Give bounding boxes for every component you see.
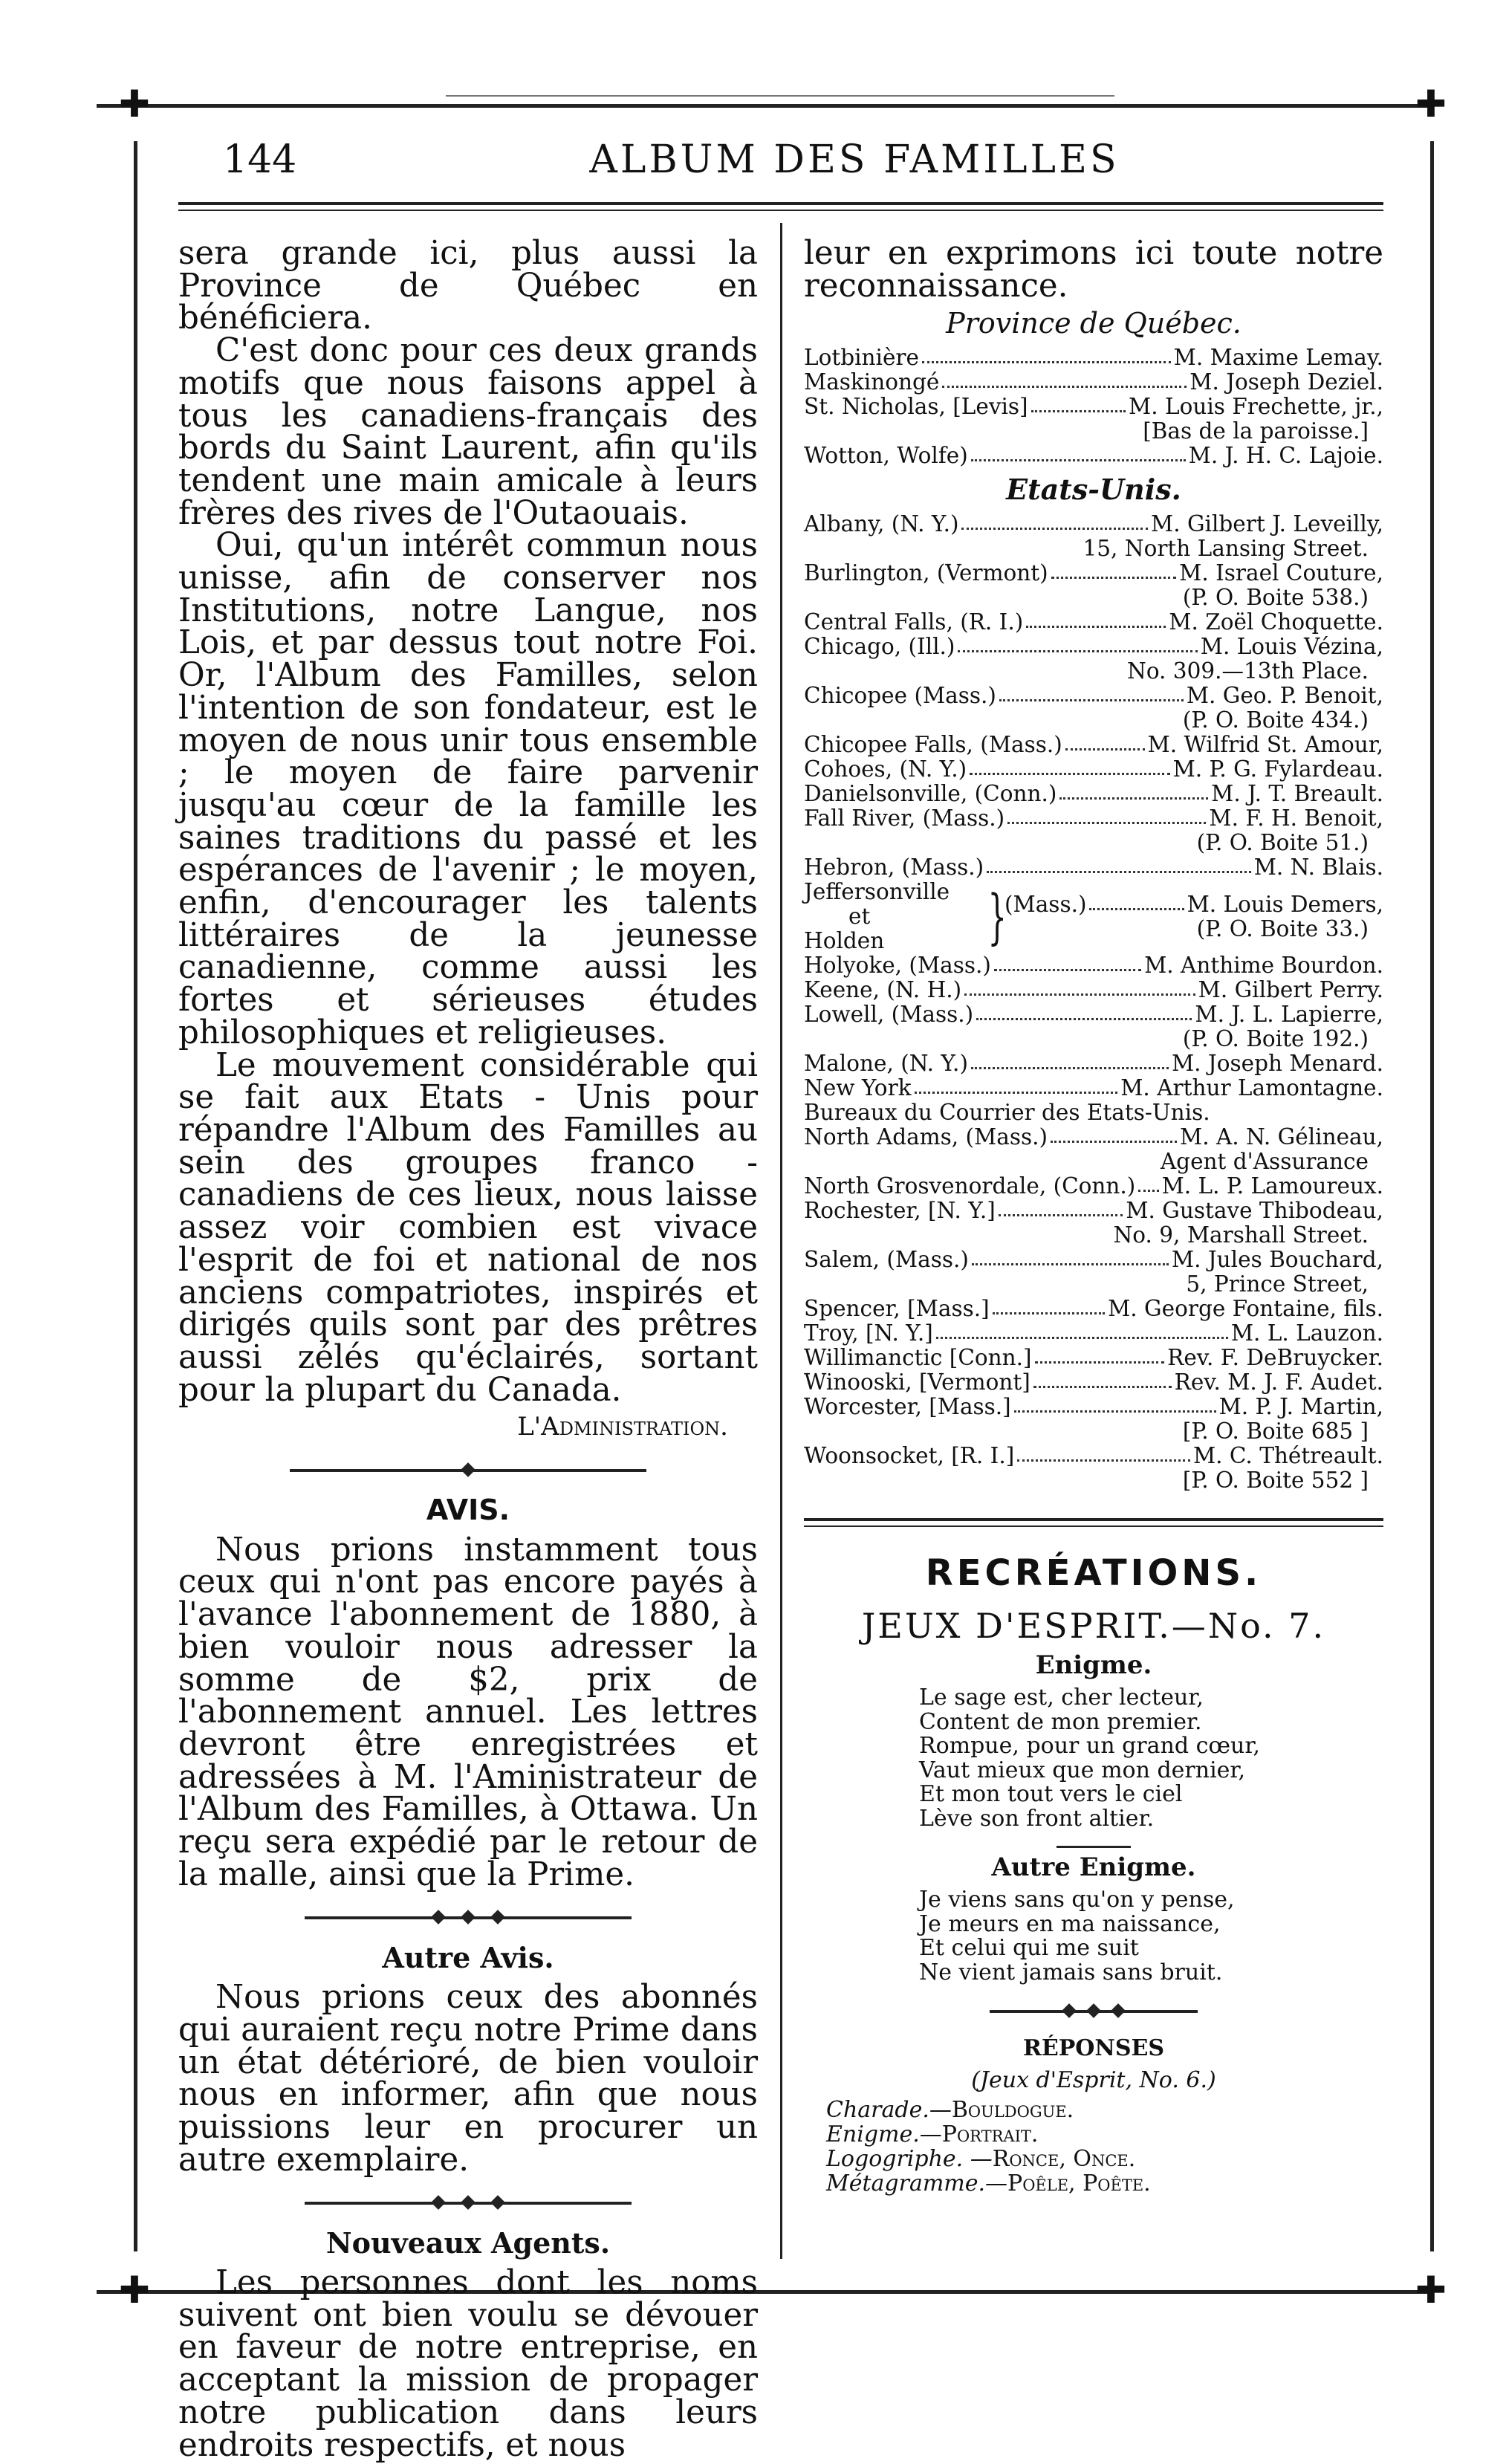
autre-enigme-verse	[804, 1888, 1383, 1985]
agent-town: New York	[804, 1075, 912, 1101]
agent-town: Chicago, (Ill.)	[804, 634, 955, 660]
right-column	[804, 235, 1383, 2197]
agent-list-us-2	[804, 953, 1383, 1100]
agent-entry	[804, 1395, 1383, 1444]
reponse-answer: Poêle, Poête.	[1007, 2170, 1151, 2197]
agent-address: [Bas de la paroisse.]	[1143, 418, 1369, 444]
right-border-rule	[1430, 141, 1434, 2251]
agent-town: Winooski, [Vermont]	[804, 1369, 1030, 1395]
agent-name: M. Louis Vézina,	[1200, 634, 1383, 660]
short-rule	[1057, 1846, 1131, 1848]
agent-name: M. Zoël Choquette.	[1169, 609, 1383, 635]
agent-town: Spencer, [Mass.]	[804, 1296, 990, 1322]
agent-town: Chicopee Falls, (Mass.)	[804, 732, 1062, 758]
agent-address: [P. O. Boite 685 ]	[1182, 1419, 1369, 1445]
section-title: Nouveaux Agents.	[325, 2226, 611, 2260]
section-rule-thin	[804, 1526, 1383, 1527]
agent-name: M. Geo. P. Benoit,	[1186, 683, 1383, 709]
reponse-answer: Ronce, Once.	[992, 2146, 1136, 2173]
brace-icon: }	[987, 881, 1007, 951]
agent-entry	[804, 953, 1383, 978]
reponses-title: RÉPONSES	[1022, 2035, 1165, 2062]
verse-line: Ne vient jamais sans bruit.	[919, 1959, 1223, 1985]
agent-town: Cohoes, (N. Y.)	[804, 756, 967, 782]
reponses-subtitle: (Jeux d'Esprit, No. 6.)	[971, 2067, 1216, 2094]
top-border-rule-fine	[446, 95, 1114, 97]
bureaux-note: Bureaux du Courrier des Etats-Unis.	[804, 1100, 1210, 1126]
agent-entry	[804, 733, 1383, 757]
enigme-title: Enigme.	[1035, 1650, 1152, 1681]
reponse-line	[804, 2147, 1383, 2171]
agent-town: Worcester, [Mass.]	[804, 1394, 1011, 1420]
paragraph: C'est donc pour ces deux grands motifs que nous faisons appel à tous les canadiens-français des bords du Saint Laurent, afin qu'ils tendent une main amicale à leurs frères des rives de l'Outaouais.	[178, 332, 758, 532]
agent-entry	[804, 444, 1383, 468]
agent-list-us	[804, 512, 1383, 880]
agent-entry	[804, 1444, 1383, 1493]
top-border-rule	[97, 104, 1434, 108]
agent-state: (Mass.)	[1004, 891, 1087, 917]
running-title: ALBUM DES FAMILLES	[589, 137, 1120, 182]
agent-name: M. Gustave Thibodeau,	[1126, 1198, 1383, 1224]
verse-line: Lève son front altier.	[919, 1805, 1155, 1832]
verse-line: Je meurs en ma naissance,	[919, 1910, 1221, 1937]
agent-town: Keene, (N. H.)	[804, 977, 962, 1003]
agent-entry	[804, 855, 1383, 880]
agent-town: Chicopee (Mass.)	[804, 683, 996, 709]
agent-name: M. Gilbert J. Leveilly,	[1151, 511, 1383, 537]
agent-entry	[804, 512, 1383, 561]
agent-name: M. Gilbert Perry.	[1198, 977, 1383, 1003]
agent-name: M. F. H. Benoit,	[1209, 805, 1383, 831]
agent-entry	[804, 1321, 1383, 1346]
agent-town: Lowell, (Mass.)	[804, 1002, 974, 1028]
agent-town: Fall River, (Mass.)	[804, 805, 1005, 831]
signature: L'Administration.	[517, 1412, 728, 1442]
agent-town: Holyoke, (Mass.)	[804, 953, 991, 979]
agent-entry	[804, 1076, 1383, 1100]
agent-town: Maskinongé	[804, 369, 940, 395]
corner-ornament-icon: ✚	[1415, 82, 1447, 126]
agent-entry	[804, 757, 1383, 782]
agent-name: M. N. Blais.	[1253, 855, 1383, 881]
agent-name: M. Joseph Menard.	[1171, 1051, 1383, 1077]
region-heading: Etats-Unis.	[1006, 473, 1181, 507]
agent-name: M. L. P. Lamoureux.	[1161, 1173, 1383, 1199]
paragraph: leur en exprimons ici toute notre reconnaissance.	[804, 235, 1383, 305]
agent-town: Hebron, (Mass.)	[804, 855, 984, 881]
paragraph: Nous prions ceux des abonnés qui auraient reçu notre Prime dans un état détérioré, de bien vouloir nous en informer, afin que nous puissions leur en procurer un autre exemplaire.	[178, 1979, 758, 2179]
reponse-line	[804, 2098, 1383, 2122]
section-ornament	[178, 1460, 758, 1481]
agent-name: M. Jules Bouchard,	[1171, 1247, 1383, 1273]
agent-address: 5, Prince Street,	[1186, 1271, 1369, 1297]
section-ornament	[178, 2193, 758, 2214]
enigme-verse	[804, 1686, 1383, 1831]
agent-name: M. Maxime Lemay.	[1173, 345, 1383, 371]
agent-name: Rev. M. J. F. Audet.	[1174, 1369, 1383, 1395]
reponse-label: Logogriphe. —	[826, 2146, 993, 2173]
agent-name: M. Louis Demers,	[1187, 891, 1383, 917]
agent-name: M. P. G. Fylardeau.	[1172, 756, 1383, 782]
corner-ornament-icon: ✚	[119, 2269, 150, 2312]
agent-name: M. Joseph Deziel.	[1189, 369, 1383, 395]
agent-entry	[804, 1125, 1383, 1174]
agent-name: M. J. H. C. Lajoie.	[1188, 443, 1383, 469]
agent-town: et	[848, 904, 871, 930]
agent-address: 15, North Lansing Street.	[1083, 536, 1369, 562]
agent-town: Salem, (Mass.)	[804, 1247, 969, 1273]
agent-name: M. P. J. Martin,	[1218, 1394, 1383, 1420]
agent-entry	[804, 610, 1383, 635]
agent-entry	[804, 1051, 1383, 1076]
agent-list-quebec	[804, 346, 1383, 468]
agent-town: Wotton, Wolfe)	[804, 443, 968, 469]
agent-entry	[804, 1174, 1383, 1199]
agent-address: (P. O. Boite 51.)	[1196, 830, 1369, 856]
agent-name: M. George Fontaine, fils.	[1108, 1296, 1383, 1322]
verse-line: Le sage est, cher lecteur,	[919, 1685, 1204, 1711]
reponse-line	[804, 2171, 1383, 2196]
page-number: 144	[223, 137, 297, 182]
agent-entry	[804, 684, 1383, 733]
agent-name: M. C. Thétreault.	[1192, 1443, 1383, 1469]
section-title: Autre Avis.	[382, 1941, 554, 1975]
agent-town: Central Falls, (R. I.)	[804, 609, 1024, 635]
agent-name: M. Anthime Bourdon.	[1144, 953, 1383, 979]
verse-line: Vaut mieux que mon dernier,	[919, 1757, 1246, 1783]
reponse-label: Charade.—	[826, 2097, 952, 2124]
agent-town: Troy, [N. Y.]	[804, 1320, 933, 1346]
agent-name: M. L. Lauzon.	[1230, 1320, 1383, 1346]
agent-entry	[804, 1370, 1383, 1395]
agent-address: Agent d'Assurance	[1160, 1149, 1369, 1175]
reponse-answer: Bouldogue.	[951, 2097, 1074, 2124]
agent-entry	[804, 806, 1383, 855]
agent-town: Danielsonville, (Conn.)	[804, 781, 1057, 807]
region-heading: Province de Québec.	[946, 307, 1242, 340]
agent-town: Woonsocket, [R. I.]	[804, 1443, 1015, 1469]
section-ornament	[804, 2001, 1383, 2022]
agent-entry	[804, 395, 1383, 444]
section-title: AVIS.	[426, 1494, 510, 1527]
recreations-title: RECRÉATIONS.	[925, 1552, 1262, 1595]
agent-address: [P. O. Boite 552 ]	[1182, 1468, 1369, 1494]
header-rule-thin	[178, 210, 1383, 211]
agent-town: Jeffersonville	[804, 879, 950, 905]
agent-name: M. Arthur Lamontagne.	[1120, 1075, 1383, 1101]
agent-town: Burlington, (Vermont)	[804, 560, 1048, 586]
agent-list-us-3	[804, 1125, 1383, 1493]
agent-entry	[804, 782, 1383, 806]
agent-entry	[804, 1346, 1383, 1370]
agent-town: Willimanctic [Conn.]	[804, 1345, 1032, 1371]
reponse-answer: Portrait.	[941, 2121, 1039, 2148]
agent-address: (P. O. Boite 538.)	[1182, 585, 1369, 611]
agent-name: M. Louis Frechette, jr.,	[1129, 394, 1383, 420]
verse-line: Je viens sans qu'on y pense,	[919, 1887, 1235, 1913]
agent-entry	[804, 346, 1383, 370]
agent-entry	[804, 561, 1383, 610]
agent-entry	[804, 1297, 1383, 1321]
agent-name: M. J. T. Breault.	[1211, 781, 1383, 807]
paragraph: Nous prions instamment tous ceux qui n'ont pas encore payés à l'avance l'abonnement de 1880, à bien vouloir nous adresser la somme de $2, prix de l'abonnement annuel. Les lettres devront être enregistrées et adressées à M. l'Aministrateur de l'Album des Familles, à Ottawa. Un reçu sera expédié par le retour de la malle, ainsi que la Prime.	[178, 1531, 758, 1893]
reponses-list	[804, 2098, 1383, 2196]
agent-address: No. 309.—13th Place.	[1127, 658, 1369, 684]
paragraph: Les personnes dont les noms suivent ont bien voulu se dévouer en faveur de notre entreprise, en acceptant la mission de propager notre publication dans leurs endroits respectifs, et nous	[178, 2264, 758, 2464]
reponse-line	[804, 2122, 1383, 2147]
corner-ornament-icon: ✚	[1415, 2269, 1447, 2312]
header-rule	[178, 202, 1383, 205]
reponse-label: Métagramme.—	[826, 2170, 1008, 2197]
paragraph: sera grande ici, plus aussi la Province de Québec en bénéficiera.	[178, 235, 758, 337]
agent-name: M. J. L. Lapierre,	[1195, 1002, 1383, 1028]
section-ornament	[178, 1907, 758, 1928]
verse-line: Rompue, pour un grand cœur,	[919, 1733, 1260, 1760]
left-column	[178, 235, 758, 2464]
agent-name: M. Wilfrid St. Amour,	[1147, 732, 1383, 758]
agent-address: (P. O. Boite 192.)	[1182, 1026, 1369, 1052]
verse-line: Et mon tout vers le ciel	[919, 1781, 1183, 1808]
agent-name: M. Israel Couture,	[1179, 560, 1383, 586]
verse-line: Content de mon premier.	[919, 1708, 1202, 1735]
left-border-rule	[134, 141, 137, 2251]
agent-entry	[804, 370, 1383, 395]
verse-line: Et celui qui me suit	[919, 1935, 1139, 1962]
jeux-title: JEUX D'ESPRIT.—No. 7.	[861, 1606, 1326, 1647]
agent-entry-jefferson	[804, 880, 1383, 953]
agent-town: St. Nicholas, [Levis]	[804, 394, 1028, 420]
agent-address: (P. O. Boite 434.)	[1182, 707, 1369, 733]
paragraph: Oui, qu'un intérêt commun nous unisse, afin de conserver nos Institutions, notre Langue, nos Lois, et par dessus tout notre Foi. Or, l'Album des Familles, selon l'intention de son fondateur, est le moyen de nous unir tous ensemble ; le moyen de faire parvenir jusqu'au cœur de la famille les saines traditions du passé et les espérances de l'avenir ; le moyen, enfin, d'encourager les talents littéraires de la jeunesse canadienne, comme aussi les fortes et sérieuses études philosophiques et religieuses.	[178, 527, 758, 1051]
column-divider	[780, 223, 782, 2259]
agent-entry	[804, 1002, 1383, 1051]
agent-name: Rev. F. DeBruycker.	[1167, 1345, 1383, 1371]
reponse-label: Enigme.—	[826, 2121, 942, 2148]
agent-town: Lotbinière	[804, 345, 919, 371]
agent-town: Malone, (N. Y.)	[804, 1051, 968, 1077]
agent-town: Rochester, [N. Y.]	[804, 1198, 996, 1224]
corner-ornament-icon: ✚	[119, 82, 150, 126]
agent-address: (P. O. Boite 33.)	[1196, 915, 1369, 941]
agent-address: No. 9, Marshall Street.	[1113, 1222, 1369, 1248]
agent-town: Holden	[804, 928, 885, 954]
agent-town: North Grosvenordale, (Conn.)	[804, 1173, 1136, 1199]
agent-town: North Adams, (Mass.)	[804, 1124, 1048, 1150]
agent-entry	[804, 978, 1383, 1002]
paragraph: Le mouvement considérable qui se fait aux Etats - Unis pour répandre l'Album des Familles au sein des groupes franco - canadiens de ces lieux, nous laisse assez voir combien est vivace l'esprit de foi et national de nos anciens compatriotes, inspirés et dirigés quils sont par des prêtres aussi zélés qu'éclairés, sortant pour la plupart du Canada.	[178, 1046, 758, 1409]
agent-entry	[804, 1199, 1383, 1248]
autre-enigme-title: Autre Enigme.	[991, 1852, 1196, 1883]
agent-name: M. A. N. Gélineau,	[1179, 1124, 1383, 1150]
section-rule	[804, 1518, 1383, 1521]
agent-entry	[804, 1248, 1383, 1297]
agent-town: Albany, (N. Y.)	[804, 511, 959, 537]
agent-entry	[804, 635, 1383, 684]
